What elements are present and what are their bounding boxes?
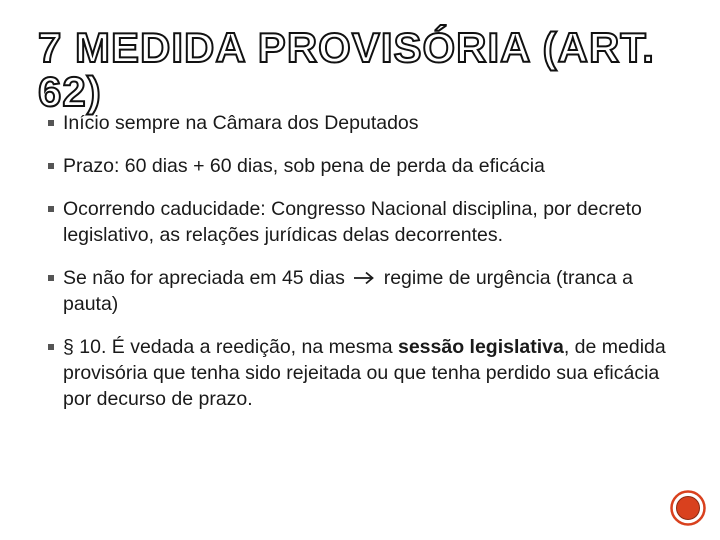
bullet-item: [48, 196, 688, 248]
square-bullet-icon: [48, 344, 54, 350]
bullet-text: § 10. É vedada a reedição, na mesma: [63, 336, 398, 358]
bullet-text: Prazo: 60 dias + 60 dias, sob pena de perda da eficácia: [63, 155, 545, 177]
bullet-text-continued: , de medida provisória que tenha sido rejeitada ou que tenha perdido sua eficácia por decurso de prazo.: [63, 336, 666, 410]
bullet-item: [48, 153, 688, 179]
bullet-list: [48, 110, 688, 412]
square-bullet-icon: [48, 206, 54, 212]
bullet-item: [48, 110, 688, 136]
bullet-text-continued: regime de urgência (tranca a pauta): [63, 267, 634, 315]
right-arrow-icon: [353, 271, 375, 285]
square-bullet-icon: [48, 120, 54, 126]
bullet-text: Se não for apreciada em 45 dias: [63, 267, 345, 289]
square-bullet-icon: [48, 163, 54, 169]
bullet-text: Ocorrendo caducidade: Congresso Nacional disciplina, por decreto legislativo, as relações jurídicas delas decorrentes.: [63, 198, 642, 246]
bullet-item: [48, 334, 688, 412]
square-bullet-icon: [48, 275, 54, 281]
circle-nav-button-icon[interactable]: [670, 490, 706, 526]
bullet-bold-term: sessão legislativa: [397, 336, 564, 358]
slide-title: 7 MEDIDA PROVISÓRIA (ART. 62): [38, 24, 655, 115]
bullet-item: [48, 265, 688, 317]
bullet-text: Início sempre na Câmara dos Deputados: [63, 112, 419, 134]
